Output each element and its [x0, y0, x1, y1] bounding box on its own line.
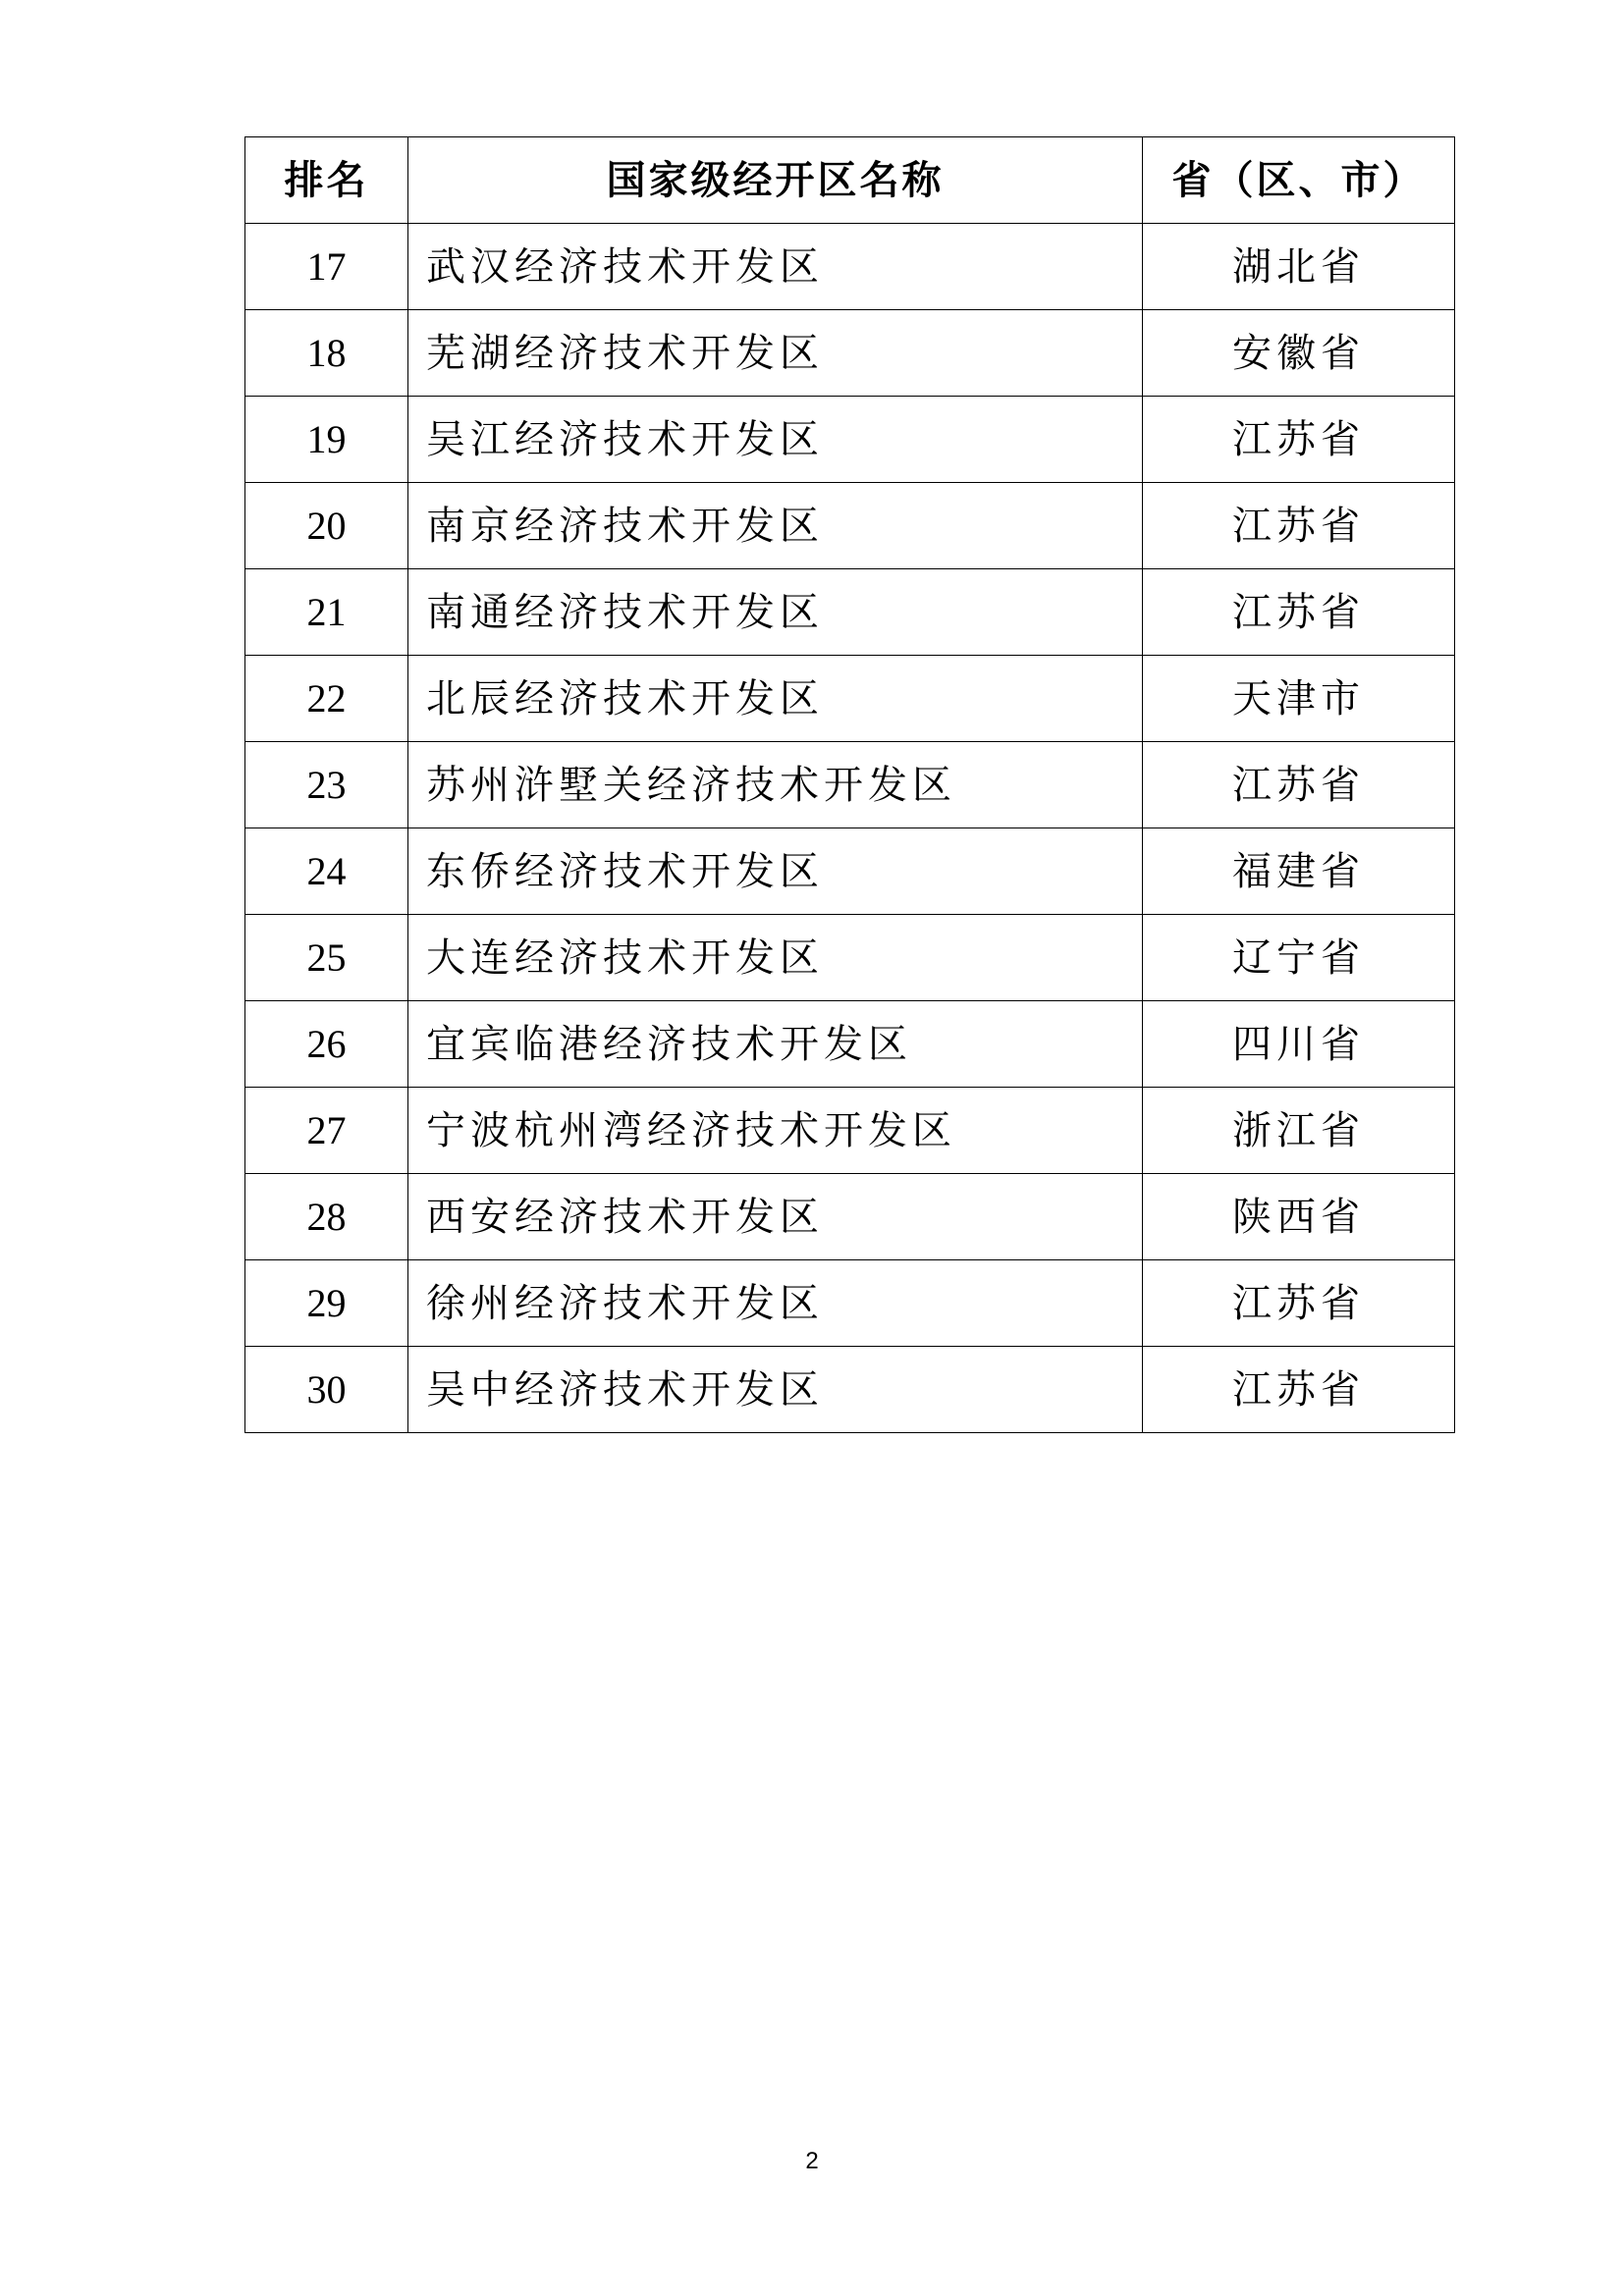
rank-cell: 23 [245, 742, 408, 828]
province-cell: 天津市 [1143, 656, 1455, 742]
zone-name-cell: 北辰经济技术开发区 [408, 656, 1143, 742]
province-cell: 陕西省 [1143, 1174, 1455, 1260]
rank-cell: 30 [245, 1347, 408, 1433]
rank-cell: 24 [245, 828, 408, 915]
zone-name-cell: 西安经济技术开发区 [408, 1174, 1143, 1260]
header-zone-name: 国家级经开区名称 [408, 137, 1143, 224]
zone-name-cell: 苏州浒墅关经济技术开发区 [408, 742, 1143, 828]
rank-cell: 29 [245, 1260, 408, 1347]
table-row [245, 1001, 1455, 1088]
table-row [245, 656, 1455, 742]
rank-cell: 28 [245, 1174, 408, 1260]
rank-cell: 27 [245, 1088, 408, 1174]
rank-cell: 18 [245, 310, 408, 397]
rank-cell: 17 [245, 224, 408, 310]
table-row [245, 1174, 1455, 1260]
table-row [245, 483, 1455, 569]
province-cell: 江苏省 [1143, 1347, 1455, 1433]
zone-name-cell: 吴江经济技术开发区 [408, 397, 1143, 483]
table-row [245, 569, 1455, 656]
province-cell: 江苏省 [1143, 397, 1455, 483]
table-row [245, 1088, 1455, 1174]
rank-cell: 20 [245, 483, 408, 569]
table-row [245, 310, 1455, 397]
table-header-row [245, 137, 1455, 224]
ranking-table [244, 136, 1455, 1433]
rank-cell: 25 [245, 915, 408, 1001]
table-row [245, 742, 1455, 828]
rank-cell: 22 [245, 656, 408, 742]
page-number: 2 [805, 2148, 819, 2174]
table-row [245, 1347, 1455, 1433]
table-body [245, 224, 1455, 1433]
zone-name-cell: 芜湖经济技术开发区 [408, 310, 1143, 397]
zone-name-cell: 武汉经济技术开发区 [408, 224, 1143, 310]
table-row [245, 397, 1455, 483]
table-row [245, 915, 1455, 1001]
zone-name-cell: 徐州经济技术开发区 [408, 1260, 1143, 1347]
province-cell: 江苏省 [1143, 569, 1455, 656]
zone-name-cell: 宜宾临港经济技术开发区 [408, 1001, 1143, 1088]
province-cell: 江苏省 [1143, 742, 1455, 828]
table-row [245, 1260, 1455, 1347]
province-cell: 浙江省 [1143, 1088, 1455, 1174]
rank-cell: 26 [245, 1001, 408, 1088]
table-row [245, 828, 1455, 915]
rank-cell: 19 [245, 397, 408, 483]
province-cell: 辽宁省 [1143, 915, 1455, 1001]
table-row [245, 224, 1455, 310]
province-cell: 福建省 [1143, 828, 1455, 915]
zone-name-cell: 东侨经济技术开发区 [408, 828, 1143, 915]
zone-name-cell: 南京经济技术开发区 [408, 483, 1143, 569]
header-province: 省（区、市） [1143, 137, 1455, 224]
rank-cell: 21 [245, 569, 408, 656]
zone-name-cell: 宁波杭州湾经济技术开发区 [408, 1088, 1143, 1174]
province-cell: 江苏省 [1143, 1260, 1455, 1347]
zone-name-cell: 吴中经济技术开发区 [408, 1347, 1143, 1433]
province-cell: 江苏省 [1143, 483, 1455, 569]
province-cell: 四川省 [1143, 1001, 1455, 1088]
province-cell: 安徽省 [1143, 310, 1455, 397]
zone-name-cell: 大连经济技术开发区 [408, 915, 1143, 1001]
province-cell: 湖北省 [1143, 224, 1455, 310]
zone-name-cell: 南通经济技术开发区 [408, 569, 1143, 656]
header-rank: 排名 [245, 137, 408, 224]
